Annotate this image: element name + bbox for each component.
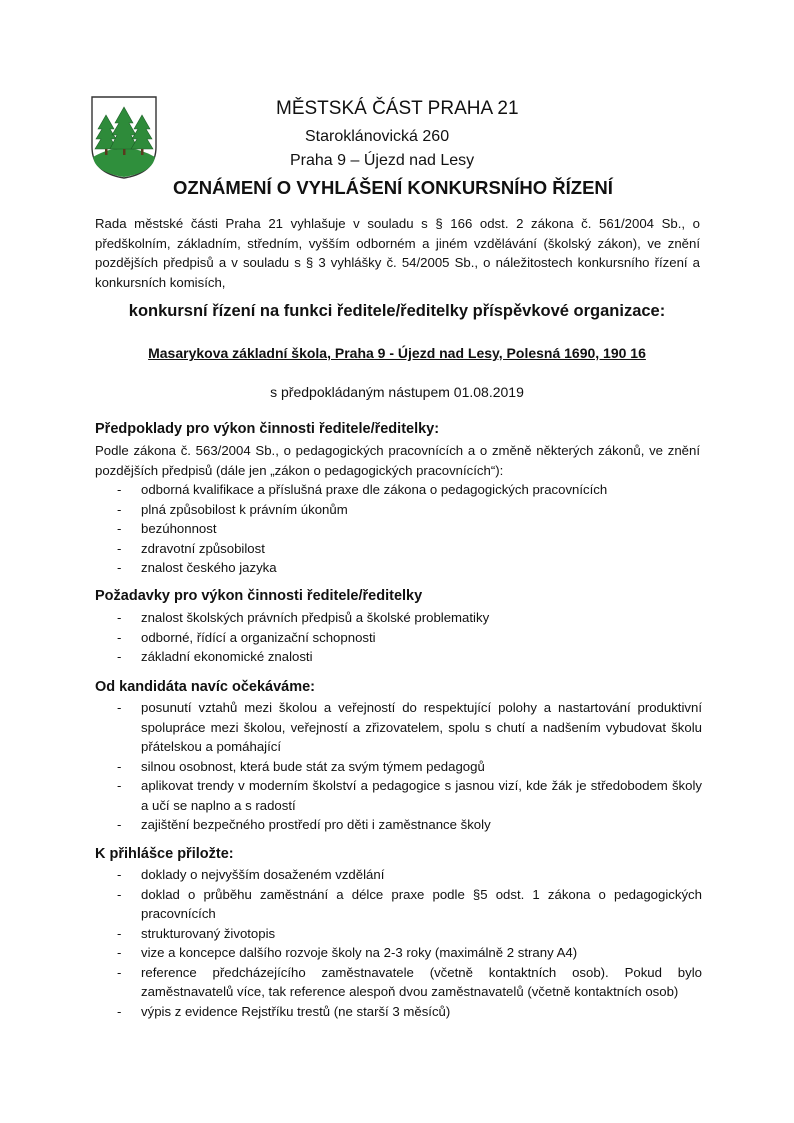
list-item: - doklad o průběhu zaměstnání a délce praxe podle §5 odst. 1 zákona o pedagogických pracovnících bbox=[117, 886, 702, 921]
dash-marker: - bbox=[117, 610, 122, 625]
expectations-heading: Od kandidáta navíc očekáváme: bbox=[95, 679, 316, 695]
dash-marker: - bbox=[117, 945, 122, 960]
attachments-heading: K přihlášce přiložte: bbox=[95, 846, 234, 862]
list-item: - bezúhonnost bbox=[117, 519, 702, 539]
requirements-heading: Požadavky pro výkon činnosti ředitele/ředitelky bbox=[95, 588, 423, 604]
prerequisites-text: Podle zákona č. 563/2004 Sb., o pedagogických pracovnících a o změně některých zákonů, ve znění pozdějších předpisů (dále jen „zákon o pedagogických pracovnících“): bbox=[95, 443, 700, 478]
list-item: - plná způsobilost k právním úkonům bbox=[117, 500, 702, 520]
list-item: - doklady o nejvyšším dosaženém vzdělání bbox=[117, 865, 702, 885]
requirements-list bbox=[117, 608, 702, 667]
dash-marker: - bbox=[117, 778, 122, 793]
dash-marker: - bbox=[117, 1003, 122, 1019]
dash-marker: - bbox=[117, 560, 122, 575]
prerequisites-heading: Předpoklady pro výkon činnosti ředitele/ředitelky: bbox=[95, 421, 440, 437]
list-item: - odborné, řídící a organizační schopnosti bbox=[117, 628, 702, 648]
dash-marker: - bbox=[117, 700, 122, 715]
list-item: - posunutí vztahů mezi školou a veřejností do respektující polohy a nastartování produktivní spolupráce mezi školou, veřejností a zřizovatelem, spolu s chutí a nadšením vybudovat školu přátelskou a pomáhající bbox=[117, 700, 702, 754]
address-street: Staroklánovická 260 bbox=[305, 128, 450, 145]
dash-marker: - bbox=[117, 758, 122, 774]
dash-marker: - bbox=[117, 649, 122, 664]
address-town: Praha 9 – Újezd nad Lesy bbox=[290, 152, 475, 169]
list-item: - zdravotní způsobilost bbox=[117, 539, 702, 559]
dash-marker: - bbox=[117, 867, 122, 882]
position-heading: konkursní řízení na funkci ředitele/ředitelky příspěvkové organizace: bbox=[128, 302, 666, 320]
dash-marker: - bbox=[117, 925, 122, 941]
list-item: - vize a koncepce dalšího rozvoje školy na 2-3 roky (maximálně 2 strany A4) bbox=[117, 943, 702, 963]
coat-of-arms bbox=[90, 95, 158, 179]
dash-marker: - bbox=[117, 886, 122, 902]
start-date: s předpokládaným nástupem 01.08.2019 bbox=[270, 384, 524, 400]
expectations-list bbox=[117, 698, 702, 835]
list-item: - odborná kvalifikace a příslušná praxe dle zákona o pedagogických pracovnících bbox=[117, 480, 702, 500]
intro-paragraph: Rada městské části Praha 21 vyhlašuje v souladu s § 166 odst. 2 zákona č. 561/2004 Sb., o předškolním, základním, středním, vyšším odborném a jiném vzdělávání (školský zákon), ve znění pozdějších předpisů a v souladu s § 3 vyhlášky č. 54/2005 Sb., o náležitostech konkursního řízení a konkursních komisích, bbox=[95, 216, 700, 290]
dash-marker: - bbox=[117, 540, 122, 556]
list-item: - reference předcházejícího zaměstnavatele (včetně kontaktních osob). Pokud bylo zaměstnavatelů více, tak reference alespoň dvou zaměstnavatelů (včetně kontaktních osob) bbox=[117, 964, 702, 999]
school-name: Masarykova základní škola, Praha 9 - Újezd nad Lesy, Polesná 1690, 190 16 bbox=[148, 345, 646, 361]
list-item: - silnou osobnost, která bude stát za svým týmem pedagogů bbox=[117, 757, 702, 777]
list-item: - strukturovaný životopis bbox=[117, 924, 702, 944]
list-item: - aplikovat trendy v moderním školství a pedagogice s jasnou vizí, kde žák je středobodem školy a učí se naplno a s radostí bbox=[117, 778, 702, 813]
dash-marker: - bbox=[117, 817, 122, 832]
list-item: - výpis z evidence Rejstříku trestů (ne starší 3 měsíců) bbox=[117, 1002, 702, 1022]
dash-marker: - bbox=[117, 501, 122, 517]
dash-marker: - bbox=[117, 521, 122, 536]
list-item: - zajištění bezpečného prostředí pro děti i zaměstnance školy bbox=[117, 815, 702, 835]
attachments-list bbox=[117, 865, 702, 1021]
municipality-name: MĚSTSKÁ ČÁST PRAHA 21 bbox=[276, 98, 519, 119]
list-item: - základní ekonomické znalosti bbox=[117, 647, 702, 667]
dash-marker: - bbox=[117, 964, 122, 980]
list-item: - znalost českého jazyka bbox=[117, 558, 702, 578]
document-title: OZNÁMENÍ O VYHLÁŠENÍ KONKURSNÍHO ŘÍZENÍ bbox=[173, 177, 613, 198]
dash-marker: - bbox=[117, 482, 122, 497]
dash-marker: - bbox=[117, 629, 122, 645]
prerequisites-list bbox=[117, 480, 702, 578]
list-item: - znalost školských právních předpisů a školské problematiky bbox=[117, 608, 702, 628]
